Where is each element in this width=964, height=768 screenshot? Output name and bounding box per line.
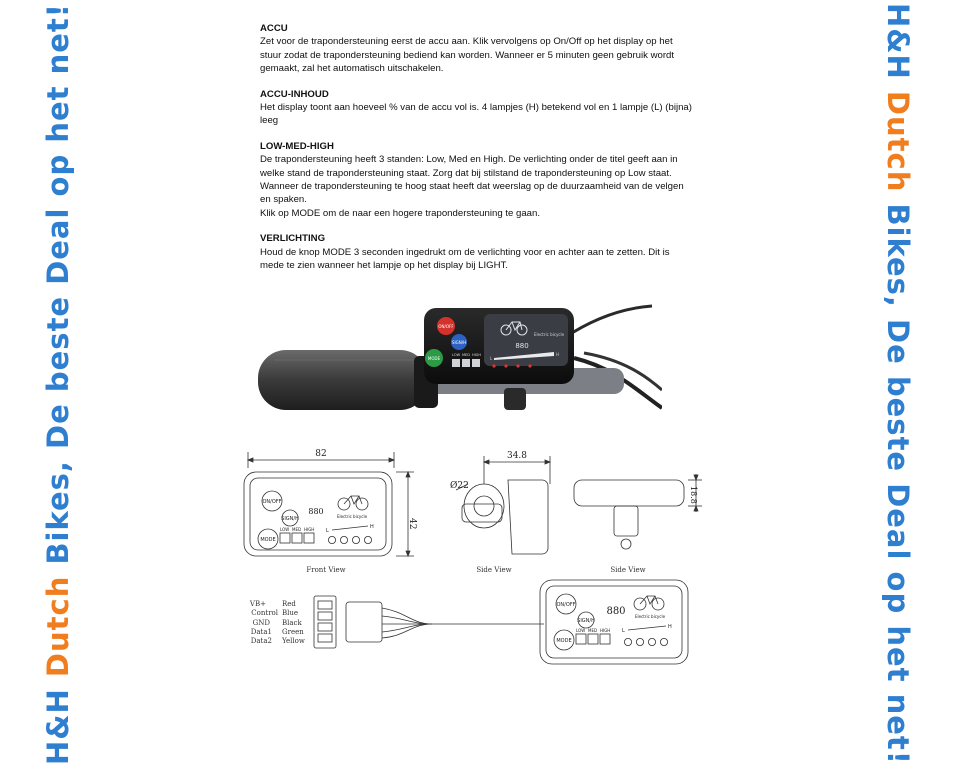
side-view — [456, 456, 550, 554]
fv-level-high: HIGH — [304, 527, 315, 532]
section-title: LOW-MED-HIGH — [260, 140, 334, 152]
wire-color: Green — [282, 628, 304, 636]
left-banner — [28, 0, 88, 768]
wire-signal: VB+ — [249, 600, 266, 608]
section-low-med-high — [260, 140, 720, 220]
section-line: Het display toont aan hoeveel % van de accu vol is. 4 lampjes (H) betekend vol en 1 lampje (L) (bijna) — [260, 102, 692, 114]
battery-led — [528, 364, 531, 367]
technical-drawing — [236, 444, 712, 674]
top-dimension: 18.8 — [689, 486, 698, 504]
battery-led — [504, 364, 507, 367]
section-verlichting — [260, 232, 720, 272]
fv-hi: H — [370, 524, 374, 530]
wire-color: Black — [282, 619, 302, 627]
grip — [258, 350, 428, 410]
section-line: en spaken. — [260, 194, 307, 206]
banner-left-part3: Bikes, De beste Deal op het net! — [41, 2, 75, 576]
fv-sign-label: SIGN/H — [281, 516, 299, 522]
fv-brand: Electric bicycle — [336, 514, 368, 519]
wire-signal: Data2 — [250, 637, 272, 645]
section-line: De trapondersteuning heeft 3 standen: Low, Med en High. De verlichting onder de titel geeft aan in — [260, 154, 678, 166]
wd-number: 880 — [606, 606, 626, 617]
section-line: Zet voor de trapondersteuning eerst de accu aan. Klik vervolgens op On/Off op het display op het — [260, 36, 673, 48]
fv-mode-label: MODE — [260, 537, 276, 543]
front-view-caption: Front View — [306, 566, 346, 574]
width-dimension: 82 — [315, 449, 327, 459]
diameter-dimension: Ø22 — [450, 481, 469, 491]
section-line: welke stand de trapondersteuning staat. Zorg dat bij stilstand de trapondersteuning op Low staat. — [260, 167, 672, 179]
fv-number: 880 — [308, 507, 324, 516]
wd-brand: Electric bicycle — [634, 614, 666, 619]
wire-table — [249, 600, 305, 645]
fv-level-med: MED — [292, 527, 302, 532]
level-high: HIGH — [472, 353, 482, 357]
level-med: MED — [462, 353, 470, 357]
section-line: mede te zien wanneer het lampje op het display bij LIGHT. — [260, 260, 508, 272]
mode-label: MODE — [427, 356, 441, 361]
section-line: gemaakt, zal het automatisch uitschakelen. — [260, 63, 444, 75]
section-line: Klik op MODE om de naar een hogere trapondersteuning te gaan. — [260, 207, 540, 219]
wd-sign-label: SIGN/H — [577, 618, 595, 624]
level-indicator — [452, 359, 460, 367]
wd-on-off-label: ON/OFF — [556, 602, 576, 608]
wd-level-low: LOW — [576, 628, 586, 633]
level-low: LOW — [452, 353, 461, 357]
wiring-diagram — [314, 580, 688, 664]
section-title: VERLICHTING — [260, 233, 326, 245]
banner-left-part2: Dutch — [41, 575, 75, 678]
wire-color: Yellow — [282, 637, 305, 645]
height-dimension: 42 — [407, 518, 417, 530]
sign-label: SIGN/H — [451, 340, 467, 345]
side-view-caption: Side View — [476, 566, 512, 574]
battery-low-label: L — [490, 356, 493, 361]
banner-left-part1: H&H — [41, 677, 75, 766]
level-indicator — [472, 359, 480, 367]
right-banner-text — [881, 3, 915, 765]
section-line: stuur zodat de trapondersteuning bediend kan worden. Wanneer er 5 minuten geen gebruik wordt — [260, 49, 675, 61]
section-accu-inhoud — [260, 88, 720, 128]
left-banner-text — [41, 3, 75, 765]
on-off-label: ON/OFF — [438, 324, 454, 329]
fv-on-off-label: ON/OFF — [262, 499, 282, 505]
battery-led — [492, 364, 495, 367]
section-line: Wanneer de trapondersteuning te hoog staat heeft dat weerslag op de duurzaamheid van de velgen — [260, 181, 684, 193]
banner-right-part3: Bikes, De beste Deal op het net! — [881, 192, 915, 766]
section-accu — [260, 22, 720, 76]
battery-high-label: H — [556, 352, 560, 357]
lcd-number: 880 — [515, 342, 529, 350]
handlebar-display-photo — [254, 298, 662, 420]
wire-signal: GND — [252, 619, 270, 627]
wd-level-med: MED — [588, 628, 598, 633]
right-banner — [868, 0, 928, 768]
wd-level-high: HIGH — [600, 628, 611, 633]
section-title: ACCU — [260, 23, 288, 34]
side-dimension: 34.8 — [506, 451, 528, 461]
section-line: Houd de knop MODE 3 seconden ingedrukt om de verlichting voor en achter aan te zetten. Dit is — [260, 246, 670, 258]
brand-label: Electric bicycle — [534, 332, 565, 337]
battery-led — [516, 364, 519, 367]
fv-lo: L — [326, 528, 329, 534]
banner-right-part2: Dutch — [881, 90, 915, 193]
wd-mode-label: MODE — [556, 638, 572, 644]
fv-level-low: LOW — [280, 527, 290, 532]
level-indicator — [462, 359, 470, 367]
manual-text — [260, 22, 720, 285]
top-view-caption: Side View — [610, 566, 646, 574]
wire-color: Red — [282, 600, 296, 608]
wd-lo: L — [622, 628, 625, 634]
wire-signal: Control — [251, 609, 278, 617]
wire-signal: Data1 — [250, 628, 272, 636]
banner-right-part1: H&H — [881, 2, 915, 91]
section-title: ACCU-INHOUD — [260, 88, 329, 100]
section-line: leeg — [260, 115, 279, 127]
top-view — [574, 474, 702, 549]
wire-color: Blue — [282, 609, 299, 617]
wd-hi: H — [668, 624, 672, 630]
